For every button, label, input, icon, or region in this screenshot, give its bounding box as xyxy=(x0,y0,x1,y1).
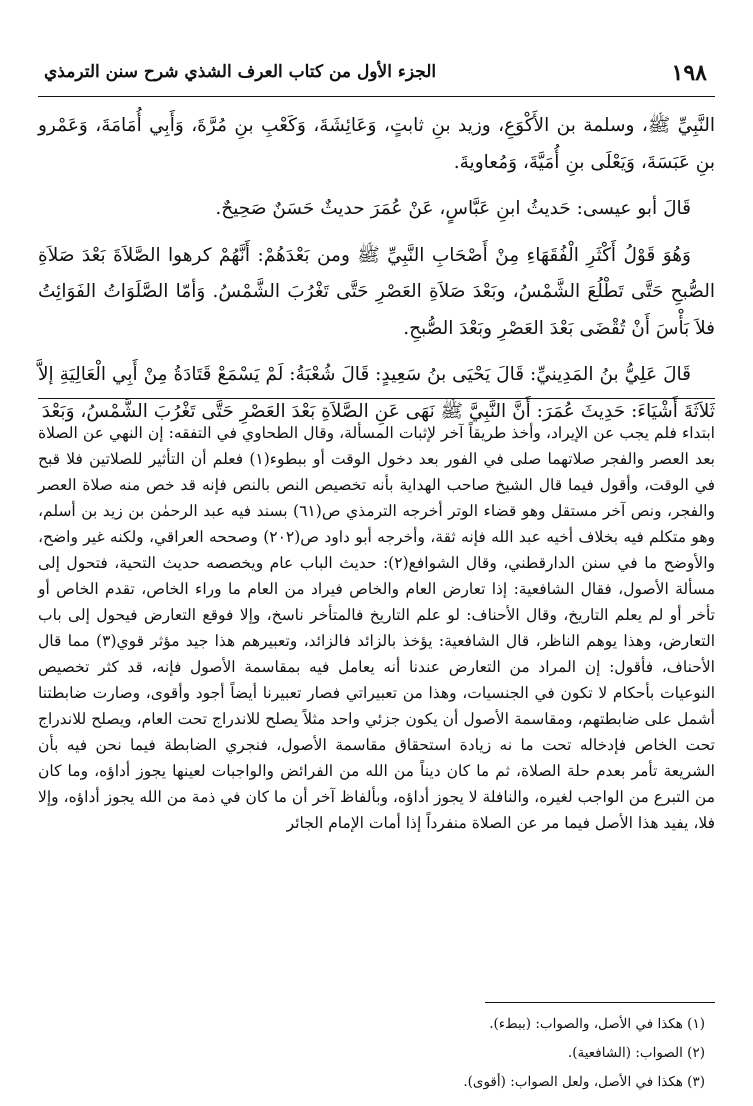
footnote: (١) هكذا في الأصل، والصواب: (ببطء). xyxy=(489,1016,705,1032)
hadith-paragraph: النَّبِيِّ ﷺ، وسلمة بن الأَكْوَعِ، وزيد بنِ ثابتٍ، وَعَائِشَةَ، وَكَعْبِ بنِ مُرَّةَ، وَأَبِي أُمَامَةَ، وَعَمْرو بنِ عَبَسَةَ، وَيَعْلَى بنِ أُمَيَّةَ، وَمُعاويةَ. xyxy=(38,115,715,173)
page-header xyxy=(38,56,715,96)
hadith-paragraph: وَهُوَ قَوْلُ أَكْثَرِ الْفُقَهَاءِ مِنْ أَصْحَابِ النَّبِيِّ ﷺ ومن بَعْدَهُمْ: أَنَّهُمْ كرهوا الصَّلاَةَ بَعْدَ صَلاَةِ الصُّبحِ حَتَّى تَطْلُعَ الشَّمْسُ، وبَعْدَ صَلاَةِ العَصْرِ حَتَّى تَغْرُبَ الشَّمْسُ. وَأمّا الصَّلَوَاتُ الفَوَائِتُ فلاَ بَأْسَ أَنْ تُقْضَى بَعْدَ العَصْرِ وبَعْدَ الصُّبحِ. xyxy=(38,244,715,339)
hadith-paragraph: قَالَ عَلِيُّ بنُ المَدِينيِّ: قَالَ يَحْيَى بنُ سَعِيدٍ: قَالَ شُعْبَةُ: لَمْ يَسْمَعْ قَتَادَةُ مِنْ أَبِي الْعَالِيَةِ إلاَّ ثَلاَثَةَ أَشْيَاءَ: حَدِيثَ عُمَرَ: أَنَّ النَّبِيَّ ﷺ نَهَى عَنِ الصَّلاَةِ بَعْدَ العَصْرِ حَتَّى تَغْرُبَ الشَّمْسُ، وَبَعْدَ xyxy=(38,364,715,422)
running-title: الجزء الأول من كتاب العرف الشذي شرح سنن الترمذي xyxy=(44,62,437,82)
commentary-text xyxy=(38,420,715,836)
header-rule xyxy=(38,96,715,97)
commentary-paragraph: ابتداء فلم يجب عن الإيراد، وأخذ طريقاً آخر لإثبات المسألة، وقال الطحاوي في التفقه: إن النهي عن الصلاة بعد العصر والفجر صلاتهما صلى في الفور بعد دخول الوقت أو ببطوء(١) فعلم أن التأثير للصلاتين فلا قبح في الوقت، وأقول فيما قال الشيخ صاحب الهداية بأنه تخصيص النص بالنص فإنه قد خص منه صلاة العصر والفجر، ونص آخر مستقل وهو قضاء الوتر أخرجه الترمذي ص(٦١) بسند فيه عبد الرحمٰن بن زيد بن أسلم، وهو متكلم فيه بخلاف أخيه عبد الله فإنه ثقة، وأخرجه أبو داود ص(٢٠٢) وصححه العراقي، ولكنه غير واضح، والأوضح ما في سنن الدارقطني، وقال الشوافع(٢): حديث الباب عام ويخصصه حديث التحية، فتحول إلى مسألة الأصول، فقال الشافعية: إذا تعارض العام والخاص فيراد من العام ما وراء الخاص، تقدم الخاص أو تأخر أو لم يعلم التاريخ، وقال الأحناف: لو علم التاريخ فالمتأخر ناسخ، وإلا فوقع التعارض فيحول إلى باب التعارض، وهذا يوهم الناظر، قال الشافعية: يؤخذ بالزائد فالزائد، وتعبيرهم هذا جيد مؤثر قوي(٣) مما قال الأحناف، فأقول: إن المراد من التعارض عندنا أنه يعامل فيه بمقاسمة الأصول فإنه، قد كثر تخصيص النوعيات بأحكام لا تكون في الجنسيات، وهذا من تعبيراتي فصار تعبيرنا أيضاً أجود وأقوى، وصارت ضابطتنا أشمل على ضابطتهم، ومقاسمة الأصول أن يكون جزئي واحد مثلاً يصلح للاندراج تحت العام، ويصلح للاندراج تحت الخاص فإدخاله تحت ما نه زيادة استحقاق مقاسمة الأصول، فنجري الضابطة فيما نحن فيه بأن الشريعة تأمر بعدم حلة الصلاة، ثم ما كان ديناً من الله من الفرائض والواجبات لعينها يجوز أداؤه، وما كان من التبرع من الواجب لغيره، والنافلة لا يجوز أداؤه، وبألفاظ آخر أن ما كان في ذمة من الله يجوز أداؤه، وإلا فلا، يفيد هذا الأصل فيما مر عن الصلاة منفرداً إذا أمات الإمام الجائر xyxy=(38,424,716,832)
footnotes xyxy=(38,1010,705,1097)
footnote-rule xyxy=(485,1002,715,1003)
footnote: (٢) الصواب: (الشافعية). xyxy=(567,1045,705,1061)
footnote: (٣) هكذا في الأصل، ولعل الصواب: (أقوى). xyxy=(463,1074,705,1090)
page-number: ١٩٨ xyxy=(671,60,707,86)
section-separator xyxy=(38,398,715,399)
hadith-text xyxy=(38,108,715,440)
hadith-paragraph: قَالَ أبو عيسى: حَديثُ ابنِ عَبَّاسٍ، عَنْ عُمَرَ حديثٌ حَسَنٌ صَحِيحٌ. xyxy=(215,198,691,219)
